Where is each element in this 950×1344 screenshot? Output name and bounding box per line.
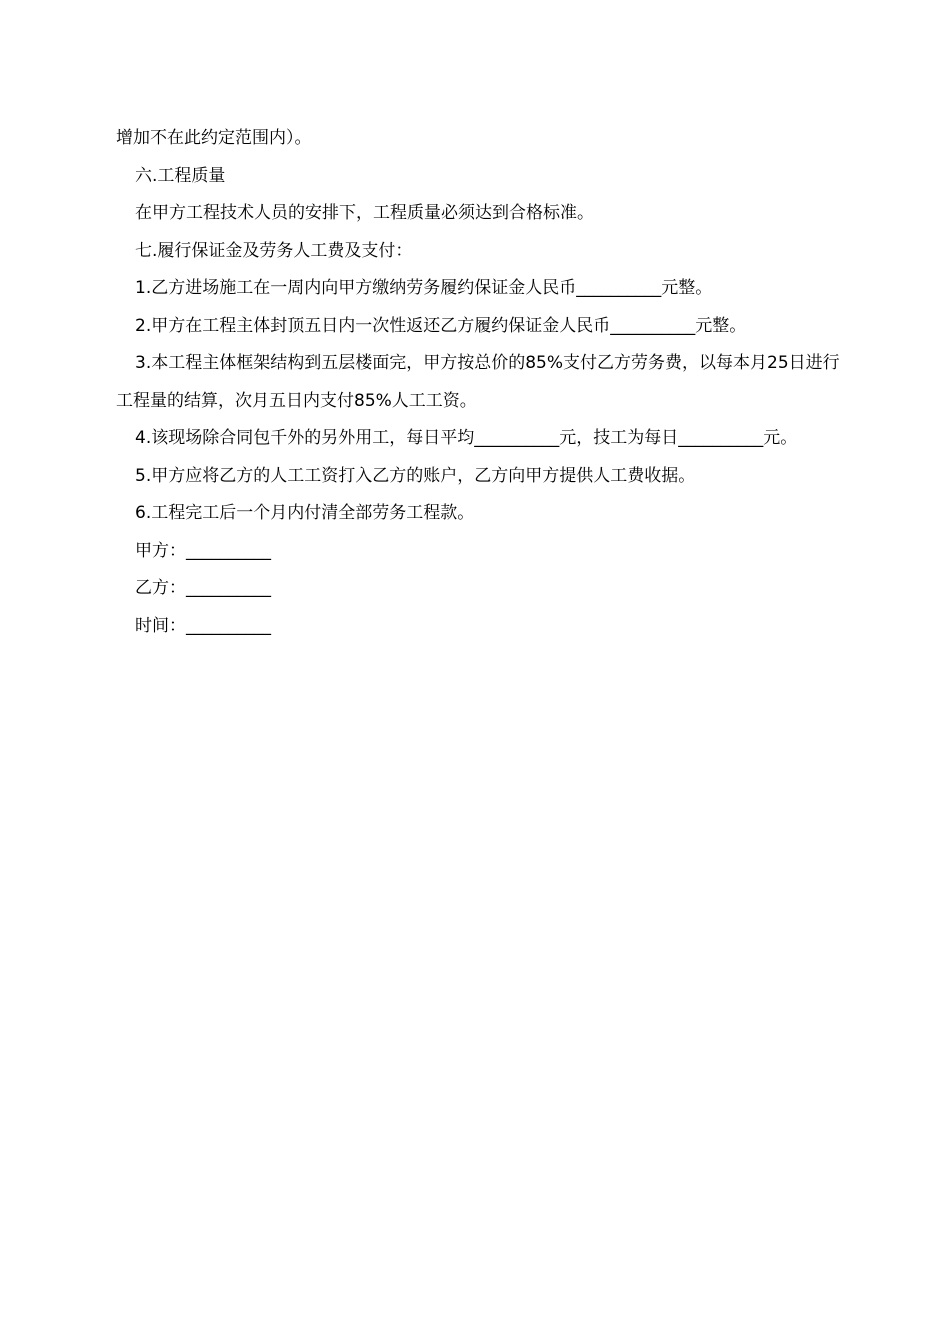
document-page bbox=[116, 120, 840, 645]
section-heading-quality: 六.工程质量 bbox=[135, 165, 226, 186]
paragraph-quality-standard: 在甲方工程技术人员的安排下，工程质量必须达到合格标准。 bbox=[135, 203, 594, 223]
clause-4-extra-labor: 4.该现场除合同包千外的另外用工，每日平均__________元，技工为每日__________元。 bbox=[135, 428, 798, 448]
signature-party-b: 乙方：__________ bbox=[135, 578, 271, 598]
clause-2-deposit-return: 2.甲方在工程主体封顶五日内一次性返还乙方履约保证金人民币__________元整。 bbox=[135, 315, 747, 336]
clause-5-wage-transfer: 5.甲方应将乙方的人工工资打入乙方的账户，乙方向甲方提供人工费收据。 bbox=[135, 465, 696, 486]
signature-party-a: 甲方：__________ bbox=[135, 540, 271, 561]
paragraph-scope-note: 增加不在此约定范围内）。 bbox=[116, 128, 312, 148]
clause-6-final-payment: 6.工程完工后一个月内付清全部劳务工程款。 bbox=[135, 503, 475, 523]
clause-1-deposit: 1.乙方进场施工在一周内向甲方缴纳劳务履约保证金人民币__________元整。 bbox=[135, 278, 713, 298]
signature-time: 时间：__________ bbox=[135, 615, 271, 636]
section-heading-payment: 七.履行保证金及劳务人工费及支付： bbox=[135, 240, 413, 261]
clause-3-progress-payment: 3.本工程主体框架结构到五层楼面完，甲方按总价的85%支付乙方劳务费，以每本月25日进行工程量的结算，次月五日内支付85%人工工资。 bbox=[116, 353, 840, 411]
